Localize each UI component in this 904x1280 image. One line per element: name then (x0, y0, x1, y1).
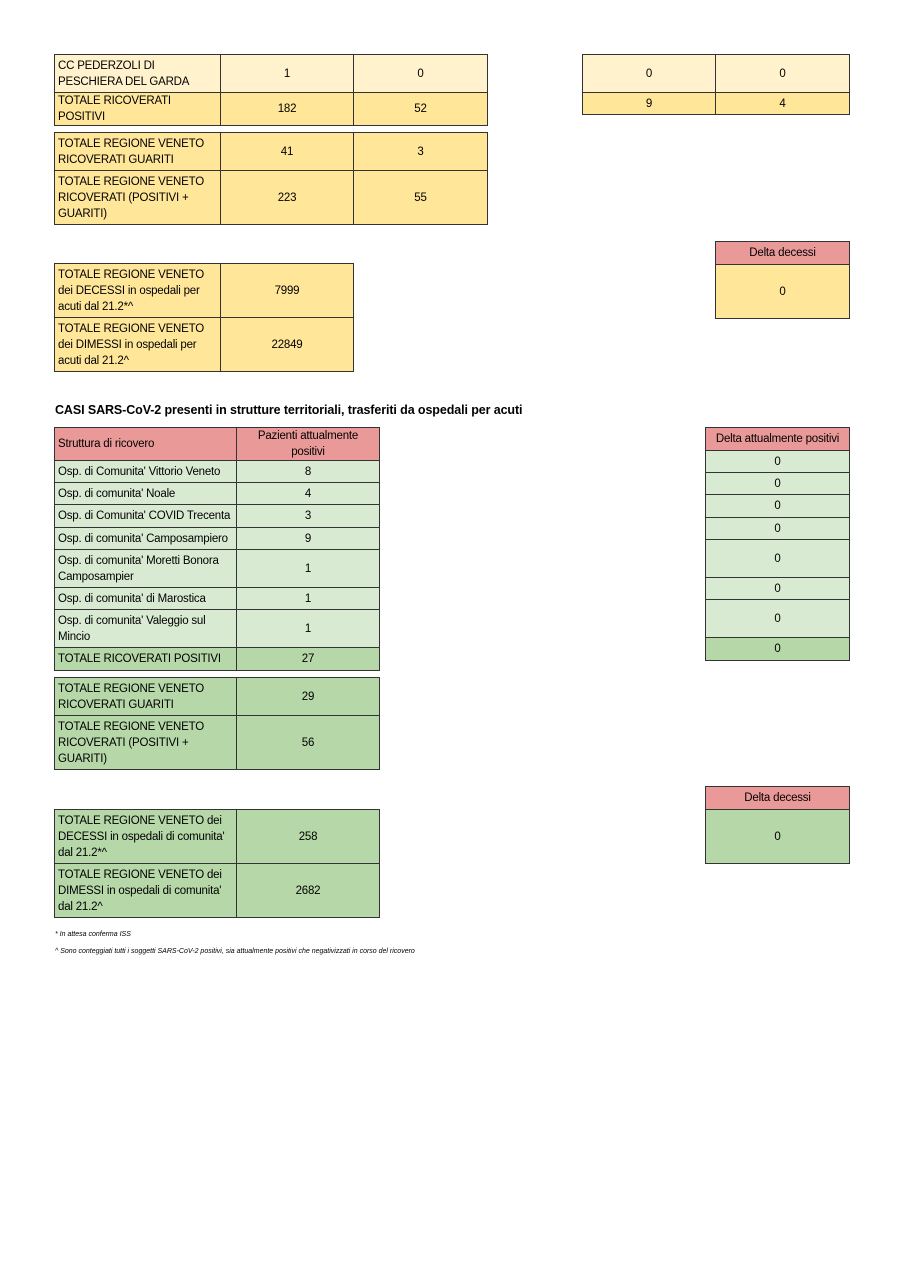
hospital-delta-decessi (715, 241, 850, 319)
territorial-totals-table (54, 677, 380, 770)
row-label: TOTALE REGIONE VENETO dei DECESSI in ospedali di comunita' dal 21.2*^ (55, 810, 237, 864)
table-row (55, 171, 488, 225)
hospital-totals-table (54, 132, 488, 225)
row-label: Osp. di Comunita' Vittorio Veneto (55, 461, 237, 483)
table-row (55, 505, 380, 528)
footnote: ^ Sono conteggiati tutti i soggetti SARS-CoV-2 positivi, sia attualmente positivi che negativizzati in corso del ricovero (55, 948, 415, 955)
table-row (55, 810, 380, 864)
territorial-outcomes-table (54, 809, 380, 918)
table-row (55, 610, 380, 648)
section-title: CASI SARS-CoV-2 presenti in strutture territoriali, trasferiti da ospedali per acuti (55, 403, 523, 417)
cell-value: 4 (237, 483, 380, 505)
table-row (55, 528, 380, 550)
table-row (55, 678, 380, 716)
row-label: Osp. di comunita' di Marostica (55, 588, 237, 610)
table-row (55, 588, 380, 610)
cell-value: 55 (354, 171, 488, 225)
territorial-delta-table (705, 427, 850, 661)
row-label: TOTALE REGIONE VENETO RICOVERATI GUARITI (55, 678, 237, 716)
territorial-delta-decessi (705, 786, 850, 864)
row-label: TOTALE REGIONE VENETO RICOVERATI GUARITI (55, 133, 221, 171)
cell-value: 1 (221, 55, 354, 93)
cell-value: 52 (354, 93, 488, 126)
cell-value: 258 (237, 810, 380, 864)
row-label: Osp. di Comunita' COVID Trecenta (55, 505, 237, 528)
cell-value: 4 (716, 93, 850, 115)
cell-value: 0 (706, 638, 850, 661)
cell-value: 1 (237, 610, 380, 648)
table-row (55, 264, 354, 318)
hospital-delta-table (582, 54, 850, 115)
cell-value: 0 (583, 55, 716, 93)
column-header: Delta decessi (706, 787, 850, 810)
cell-value: 22849 (221, 318, 354, 372)
row-label: TOTALE REGIONE VENETO dei DIMESSI in ospedali per acuti dal 21.2^ (55, 318, 221, 372)
cell-value: 7999 (221, 264, 354, 318)
cell-value: 3 (237, 505, 380, 528)
cell-value: 0 (706, 810, 850, 864)
row-label: TOTALE REGIONE VENETO dei DIMESSI in ospedali di comunita' dal 21.2^ (55, 864, 237, 918)
cell-value: 8 (237, 461, 380, 483)
table-row (55, 864, 380, 918)
cell-value: 0 (706, 495, 850, 518)
cell-value: 0 (706, 518, 850, 540)
column-header: Struttura di ricovero (55, 428, 237, 461)
cell-value: 0 (354, 55, 488, 93)
table-row (55, 93, 488, 126)
cell-value: 0 (716, 265, 850, 319)
cell-value: 27 (237, 648, 380, 671)
header-row (55, 428, 380, 461)
row-label: Osp. di comunita' Noale (55, 483, 237, 505)
cell-value: 0 (706, 578, 850, 600)
cell-value: 29 (237, 678, 380, 716)
table-row (55, 483, 380, 505)
row-label: Osp. di comunita' Moretti Bonora Camposampier (55, 550, 237, 588)
cell-value: 0 (706, 473, 850, 495)
column-header: Delta attualmente positivi (706, 428, 850, 451)
column-header: Pazienti attualmente positivi (237, 428, 380, 461)
cell-value: 9 (237, 528, 380, 550)
territorial-table (54, 427, 380, 671)
row-label: TOTALE REGIONE VENETO dei DECESSI in ospedali per acuti dal 21.2*^ (55, 264, 221, 318)
row-label: Osp. di comunita' Valeggio sul Mincio (55, 610, 237, 648)
cell-value: 1 (237, 550, 380, 588)
table-row (55, 55, 488, 93)
table-row (55, 318, 354, 372)
hospital-outcomes-table (54, 263, 354, 372)
footnote: * In attesa conferma ISS (55, 931, 131, 938)
cell-value: 0 (716, 55, 850, 93)
table-row (55, 133, 488, 171)
cell-value: 2682 (237, 864, 380, 918)
table-row (583, 93, 850, 115)
table-row (55, 461, 380, 483)
cell-value: 41 (221, 133, 354, 171)
row-label: CC PEDERZOLI DI PESCHIERA DEL GARDA (55, 55, 221, 93)
hospital-positives-table (54, 54, 488, 126)
cell-value: 3 (354, 133, 488, 171)
cell-value: 182 (221, 93, 354, 126)
table-row (55, 716, 380, 770)
cell-value: 0 (706, 540, 850, 578)
cell-value: 223 (221, 171, 354, 225)
cell-value: 56 (237, 716, 380, 770)
row-label: TOTALE RICOVERATI POSITIVI (55, 93, 221, 126)
table-row (583, 55, 850, 93)
row-label: TOTALE REGIONE VENETO RICOVERATI (POSITIVI + GUARITI) (55, 171, 221, 225)
table-row (55, 550, 380, 588)
row-label: TOTALE REGIONE VENETO RICOVERATI (POSITIVI + GUARITI) (55, 716, 237, 770)
cell-value: 0 (706, 600, 850, 638)
cell-value: 9 (583, 93, 716, 115)
total-row (55, 648, 380, 671)
cell-value: 1 (237, 588, 380, 610)
row-label: TOTALE RICOVERATI POSITIVI (55, 648, 237, 671)
column-header: Delta decessi (716, 242, 850, 265)
cell-value: 0 (706, 451, 850, 473)
row-label: Osp. di comunita' Camposampiero (55, 528, 237, 550)
